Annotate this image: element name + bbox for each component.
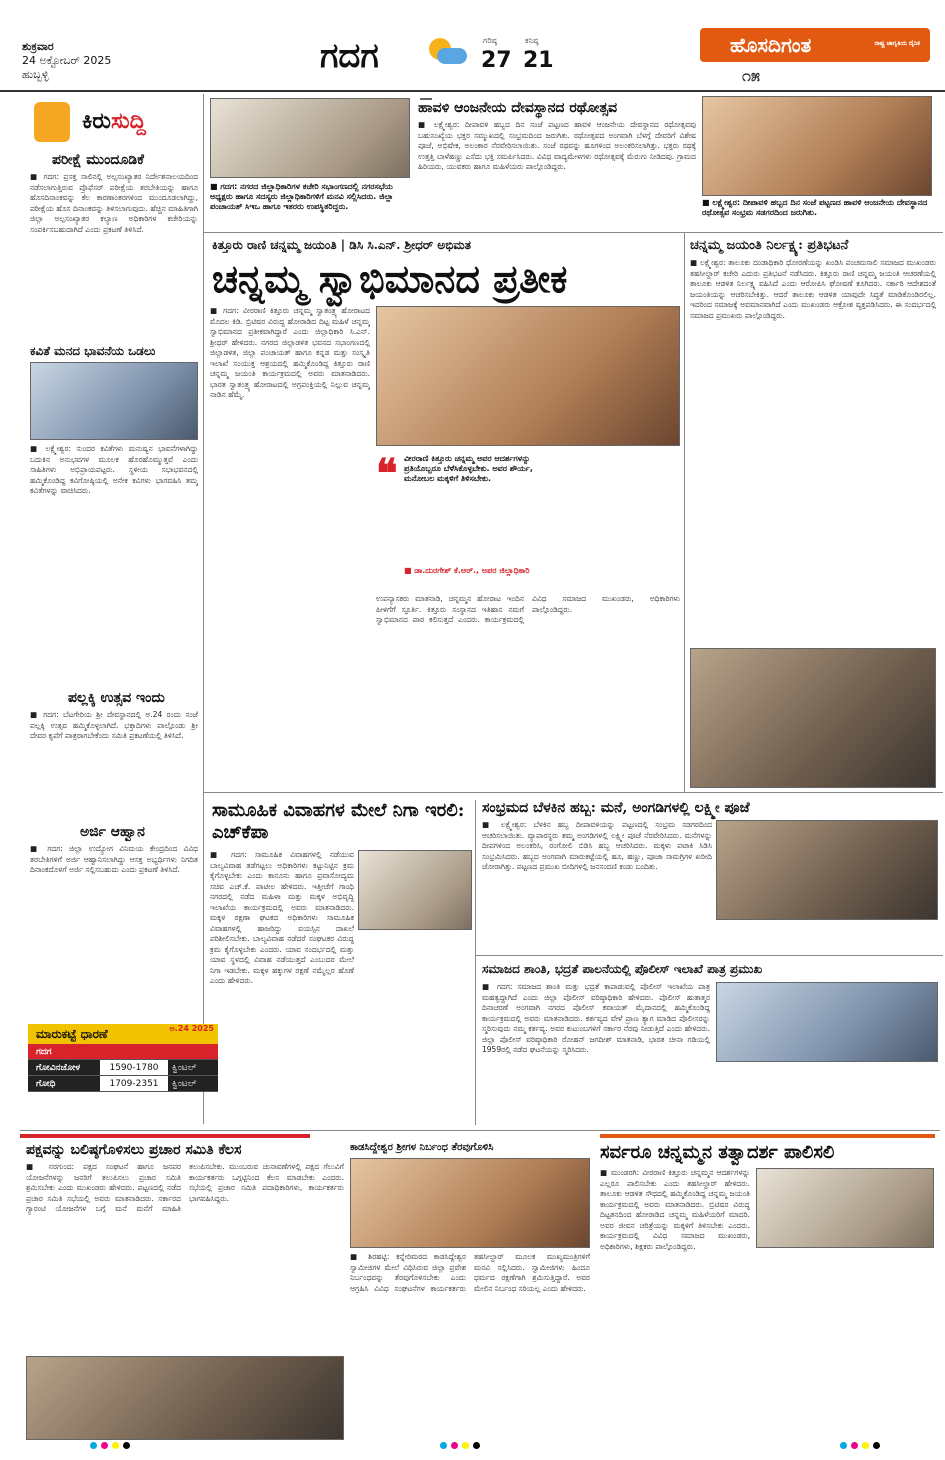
market-item: ಗೋಧಿ [36,1079,56,1089]
kirusuddi-title [82,108,146,134]
mid-right-photo [716,820,938,920]
police-photo [716,982,938,1062]
brief-3-headline: ಪಲ್ಲಕ್ಕಿ ಉತ್ಸವ ಇಂದು [68,690,165,706]
chariot-photo [702,96,932,196]
brand-name: ಹೊಸದಿಗಂತ [730,33,812,57]
right-story-text: ■ ಲಕ್ಷ್ಮೇಶ್ವರ: ತಾಲೂಕು ದಂಡಾಧಿಕಾರಿ ಧೋರಣೆಯನ್ನು ಖಂಡಿಸಿ ಪಂಚಮಸಾಲಿ ಸಮಾಜದ ಮುಖಂಡರು ತಹಸೀಲ್ದಾರ್ ಕಚೇರಿ ಎದುರು ಪ್ರತಿಭಟನೆ ನಡೆಸಿದರು. ಕಿತ್ತೂರು ರಾಣಿ ಚನ್ನಮ್ಮ ಜಯಂತಿ ಆಚರಣೆಯಲ್ಲಿ ತಾಲೂಕು ಆಡಳಿತ ನಿರ್ಲಕ್ಷ್ಯ ವಹಿಸಿದೆ ಎಂದು ಆರೋಪಿಸಿ ಘೋಷಣೆ ಕೂಗಿದರು. ಸರ್ಕಾರಿ ಆದೇಶದಂತೆ ಜಯಂತಿಯನ್ನು ಆಚರಿಸಬೇಕಿತ್ತು. ಆದರೆ ತಾಲೂಕು ಆಡಳಿತ ಯಾವುದೇ ಸಿದ್ಧತೆ ಮಾಡಿಕೊಂಡಿರಲಿಲ್ಲ. ಇದರಿಂದ ಸಮಾಜಕ್ಕೆ ಅವಮಾನವಾಗಿದೆ ಎಂದು ಮುಖಂಡರು ಆಕ್ರೋಶ ವ್ಯಕ್ತಪಡಿಸಿದರು. ಈ ಸಂದರ್ಭದಲ್ಲಿ ಸಮಾಜದ ಪ್ರಮುಖರು ಪಾಲ್ಗೊಂಡಿದ್ದರು. [690,258,936,320]
registration-marks-right [840,1442,880,1450]
divider-mid [475,800,476,1125]
market-row [28,1060,218,1076]
brief-2-headline: ಕವಿತೆ ಮನದ ಭಾವನೆಯ ಒಡಲು [30,344,156,358]
market-row [28,1076,218,1092]
kirusuddi-header [28,96,198,148]
brief-2-text: ■ ಲಕ್ಷ್ಮೇಶ್ವರ: ಸುಂದರ ಕವಿತೆಗಳು ಮನುಷ್ಯನ ಭಾವನೆಗಳಾಗಿದ್ದು ಬದುಕಿನ ಅನುಭವಗಳ ಮೂಲಕ ಹೊರಹೊಮ್ಮುತ್ತವೆ ಎಂದು ಸಾಹಿತಿಗಳು ಅಭಿಪ್ರಾಯಪಟ್ಟರು. ಸ್ಥಳೀಯ ಸಭಾಭವನದಲ್ಲಿ ಹಮ್ಮಿಕೊಂಡಿದ್ದ ಕವಿಗೋಷ್ಠಿಯಲ್ಲಿ ಅನೇಕ ಕವಿಗಳು ಭಾಗವಹಿಸಿ ತಮ್ಮ ಕವಿತೆಗಳನ್ನು ವಾಚಿಸಿದರು. [30,444,198,495]
divider-left-column [203,94,204,1124]
bottom-right-photo [756,1168,934,1248]
market-price: 1590-1780 [100,1060,168,1075]
bottom-right-bar [600,1134,935,1138]
bottom-left-bar [20,1134,310,1138]
brief-4-headline: ಅರ್ಜಿ ಆಹ್ವಾನ [80,824,145,840]
registration-marks-left [90,1442,130,1450]
market-city: ಗದಗ [36,1047,52,1057]
lead-story-kicker: ಕಿತ್ತೂರು ರಾಣಿ ಚನ್ನಮ್ಮ ಜಯಂತಿ | ಡಿಸಿ ಸಿ.ಎನ್. ಶ್ರೀಧರ್ ಅಭಿಮತ [212,238,472,252]
market-title: ಮಾರುಕಟ್ಟೆ ಧಾರಣೆ [28,1024,218,1044]
bottom-right-text: ■ ಮುಂಡರಗಿ: ವೀರರಾಣಿ ಕಿತ್ತೂರು ಚನ್ನಮ್ಮನ ಆದರ್ಶಗಳನ್ನು ಎಲ್ಲರೂ ಪಾಲಿಸಬೇಕು ಎಂದು ತಹಸೀಲ್ದಾರ್ ಹೇಳಿದರು. ತಾಲೂಕು ಆಡಳಿತ ಸೌಧದಲ್ಲಿ ಹಮ್ಮಿಕೊಂಡಿದ್ದ ಚನ್ನಮ್ಮ ಜಯಂತಿ ಕಾರ್ಯಕ್ರಮದಲ್ಲಿ ಅವರು ಮಾತನಾಡಿದರು. ಬ್ರಿಟಿಷರ ವಿರುದ್ಧ ದಿಟ್ಟತನದಿಂದ ಹೋರಾಡಿದ ಚನ್ನಮ್ಮ ಮಹಿಳೆಯರಿಗೆ ಮಾದರಿ. ಅವರ ಜೀವನ ಚರಿತ್ರೆಯನ್ನು ಮಕ್ಕಳಿಗೆ ತಿಳಿಸಬೇಕು ಎಂದರು. ಕಾರ್ಯಕ್ರಮದಲ್ಲಿ ವಿವಿಧ ಸಮಾಜದ ಮುಖಂಡರು, ಅಧಿಕಾರಿಗಳು, ಶಿಕ್ಷಕರು ಪಾಲ್ಗೊಂಡಿದ್ದರು. [600,1168,750,1251]
max-temp-label: ಗರಿಷ್ಠ [483,36,497,45]
market-item: ಗೋವಿನಜೋಳ [36,1063,81,1073]
brief-2-photo [30,362,198,440]
chariot-photo-caption: ■ ಲಕ್ಷ್ಮೇಶ್ವರ: ದೀಪಾವಳಿ ಹಬ್ಬದ ದಿನ ಸಂಜೆ ಪಟ್ಟಣದ ಹಾವಳಿ ಆಂಜನೇಯ ದೇವಸ್ಥಾನದ ರಥೋತ್ಸವ ಸಂಭ್ರಮ ಸಡಗರದಿಂದ ಜರುಗಿತು. [702,198,928,217]
mid-left-photo [358,850,472,930]
min-temp: 21 [523,48,554,73]
lead-story-text-2: ಉಪನ್ಯಾಸಕರು ಮಾತನಾಡಿ, ಚನ್ನಮ್ಮನ ಹೋರಾಟ ಇಂದಿನ ಪೀಳಿಗೆಗೆ ಸ್ಫೂರ್ತಿ. ಕಿತ್ತೂರು ಸಂಸ್ಥಾನದ ಇತಿಹಾಸ ನಮಗೆ ಸ್ವಾಭಿಮಾನದ ಪಾಠ ಕಲಿಸುತ್ತದೆ ಎಂದರು. ಕಾರ್ಯಕ್ರಮದಲ್ಲಿ ವಿವಿಧ ಸಮಾಜದ ಮುಖಂಡರು, ಅಧಿಕಾರಿಗಳು ಪಾಲ್ಗೊಂಡಿದ್ದರು. [376,594,680,624]
lead-story-spacer [548,454,680,458]
protest-photo [690,648,936,788]
masthead [0,0,945,92]
lead-story-text-1: ■ ಗದಗ: ವೀರರಾಣಿ ಕಿತ್ತೂರು ಚನ್ನಮ್ಮ ಸ್ವಾತಂತ್ರ್ಯ ಹೋರಾಟದ ಮೊದಲ ಕಿಡಿ. ಬ್ರಿಟಿಷರ ವಿರುದ್ಧ ಹೋರಾಡಿದ ದಿಟ್ಟ ಮಹಿಳೆ ಚನ್ನಮ್ಮ ಸ್ವಾಭಿಮಾನದ ಪ್ರತೀಕವಾಗಿದ್ದಾರೆ ಎಂದು ಜಿಲ್ಲಾಧಿಕಾರಿ ಸಿ.ಎನ್. ಶ್ರೀಧರ್ ಹೇಳಿದರು. ನಗರದ ಜಿಲ್ಲಾಡಳಿತ ಭವನದ ಸಭಾಂಗಣದಲ್ಲಿ ಜಿಲ್ಲಾಡಳಿತ, ಜಿಲ್ಲಾ ಪಂಚಾಯತ್ ಹಾಗೂ ಕನ್ನಡ ಮತ್ತು ಸಂಸ್ಕೃತಿ ಇಲಾಖೆ ಸಂಯುಕ್ತ ಆಶ್ರಯದಲ್ಲಿ ಹಮ್ಮಿಕೊಂಡಿದ್ದ ಕಿತ್ತೂರು ರಾಣಿ ಚನ್ನಮ್ಮ ಜಯಂತಿ ಕಾರ್ಯಕ್ರಮದಲ್ಲಿ ಅವರು ಮಾತನಾಡಿದರು. ಭಾರತ ಸ್ವಾತಂತ್ರ್ಯ ಹೋರಾಟದಲ್ಲಿ ಅಗ್ರಪಂಕ್ತಿಯಲ್ಲಿ ನಿಲ್ಲುವ ಚನ್ನಮ್ಮ ನಾಡಿನ ಹೆಮ್ಮೆ. [210,306,370,399]
market-unit: ಕ್ವಿಂಟಲ್ [172,1063,197,1073]
mid-right-headline: ಸಂಭ್ರಮದ ಬೆಳಕಿನ ಹಬ್ಬ: ಮನೆ, ಅಂಗಡಿಗಳಲ್ಲಿ ಲಕ್ಷ್ಮೀ ಪೂಜೆ [482,800,750,816]
brand-logo [700,28,930,62]
bottom-left-text: ■ ನರಗುಂದ: ಪಕ್ಷದ ಸಂಘಟನೆ ಹಾಗೂ ಜನಪರ ಯೋಜನೆಗಳನ್ನು ಜನರಿಗೆ ತಲುಪಿಸಲು ಪ್ರಚಾರ ಸಮಿತಿ ಶ್ರಮಿಸಬೇಕು ಎಂದು ಮುಖಂಡರು ಹೇಳಿದರು. ಪಟ್ಟಣದಲ್ಲಿ ನಡೆದ ಪ್ರಚಾರ ಸಮಿತಿ ಸಭೆಯಲ್ಲಿ ಅವರು ಮಾತನಾಡಿದರು. ಸರ್ಕಾರದ ಗ್ಯಾರಂಟಿ ಯೋಜನೆಗಳ ಬಗ್ಗೆ ಮನೆ ಮನೆಗೆ ಮಾಹಿತಿ ತಲುಪಿಸಬೇಕು. ಮುಂಬರುವ ಚುನಾವಣೆಗಳಲ್ಲಿ ಪಕ್ಷದ ಗೆಲುವಿಗೆ ಕಾರ್ಯಕರ್ತರು ಒಗ್ಗಟ್ಟಿನಿಂದ ಕೆಲಸ ಮಾಡಬೇಕು ಎಂದರು. ಸಭೆಯಲ್ಲಿ ಪ್ರಚಾರ ಸಮಿತಿ ಪದಾಧಿಕಾರಿಗಳು, ಕಾರ್ಯಕರ್ತರು ಭಾಗವಹಿಸಿದ್ದರು. [26,1162,344,1213]
police-headline: ಸಮಾಜದ ಶಾಂತಿ, ಭದ್ರತೆ ಪಾಲನೆಯಲ್ಲಿ ಪೊಲೀಸ್ ಇಲಾಖೆ ಪಾತ್ರ ಪ್ರಮುಖ [482,962,763,976]
divider-police [475,955,943,956]
divider-right-column [684,232,685,792]
mid-right-text: ■ ಲಕ್ಷ್ಮೇಶ್ವರ: ಬೆಳಕಿನ ಹಬ್ಬ ದೀಪಾವಳಿಯನ್ನು ಪಟ್ಟಣದಲ್ಲಿ ಸಂಭ್ರಮ ಸಡಗರದಿಂದ ಆಚರಿಸಲಾಯಿತು. ವ್ಯಾಪಾರಸ್ಥರು ತಮ್ಮ ಅಂಗಡಿಗಳಲ್ಲಿ ಲಕ್ಷ್ಮೀ ಪೂಜೆ ನೆರವೇರಿಸಿದರು. ಮನೆಗಳನ್ನು ದೀಪಗಳಿಂದ ಅಲಂಕರಿಸಿ, ರಂಗೋಲಿ ಬಿಡಿಸಿ ಹಬ್ಬ ಆಚರಿಸಿದರು. ಮಕ್ಕಳು ಪಟಾಕಿ ಸಿಡಿಸಿ ಸಂಭ್ರಮಿಸಿದರು. ಹಬ್ಬದ ಅಂಗವಾಗಿ ಮಾರುಕಟ್ಟೆಯಲ್ಲಿ ಹೂ, ಹಣ್ಣು, ಪೂಜಾ ಸಾಮಗ್ರಿಗಳ ಖರೀದಿ ಜೋರಾಗಿತ್ತು. ಪಟ್ಟಣದ ಪ್ರಮುಖ ಬೀದಿಗಳಲ್ಲಿ ಜನಸಂದಣಿ ಕಂಡು ಬಂದಿತು. [482,820,712,871]
page-number: ೧೫ [742,66,760,85]
market-price: 1709-2351 [100,1076,168,1091]
lead-story-headline: ಚನ್ನಮ್ಮ ಸ್ವಾಭಿಮಾನದ ಪ್ರತೀಕ [212,256,568,301]
masthead-city: ಹುಬ್ಬಳ್ಳಿ [22,68,49,81]
edition-title: ಗದಗ [320,36,379,76]
bottom-left-photo [26,1356,344,1440]
bottom-mid-photo [350,1158,590,1248]
brief-1-headline: ಪರೀಕ್ಷೆ ಮುಂದೂಡಿಕೆ [52,152,144,168]
top-story-photo-caption: ■ ಗದಗ: ನಗರದ ಜಿಲ್ಲಾಧಿಕಾರಿಗಳ ಕಚೇರಿ ಸಭಾಂಗಣದಲ್ಲಿ ನಗರಸಭೆಯ ಅಧ್ಯಕ್ಷರು ಹಾಗೂ ಸದಸ್ಯರು ಜಿಲ್ಲಾಧಿಕಾರಿಗಳಿಗೆ ಮನವಿ ಸಲ್ಲಿಸಿದರು. ಜಿಲ್ಲಾ ಪಂಚಾಯತ್ ಸಿಇಒ ಹಾಗೂ ಇತರರು ಉಪಸ್ಥಿತರಿದ್ದರು. [210,182,394,211]
quote-icon: ❝ [376,450,398,497]
min-temp-label: ಕನಿಷ್ಠ [525,36,539,45]
max-temp: 27 [481,48,512,73]
market-date: ಅ.24 2025 [169,1024,214,1033]
top-story-photo [210,98,410,178]
divider-row-1 [203,232,943,233]
right-story-headline: ಚನ್ನಮ್ಮ ಜಯಂತಿ ನಿರ್ಲಕ್ಷ್ಯ: ಪ್ರತಿಭಟನೆ [690,238,849,253]
lead-story-quote-by: ■ ಡಾ.ದುರಗೇಶ್ ಕೆ.ಆರ್., ಅಪರ ಜಿಲ್ಲಾಧಿಕಾರಿ [404,566,530,575]
mid-left-text: ■ ಗದಗ: ಸಾಮೂಹಿಕ ವಿವಾಹಗಳಲ್ಲಿ ನಡೆಯುವ ಬಾಲ್ಯವಿವಾಹ ತಡೆಗಟ್ಟಲು ಅಧಿಕಾರಿಗಳು ಕಟ್ಟುನಿಟ್ಟಿನ ಕ್ರಮ ಕೈಗೊಳ್ಳಬೇಕು ಎಂದು ಕಾನೂನು ಹಾಗೂ ಪ್ರವಾಸೋದ್ಯಮ ಸಚಿವ ಎಚ್.ಕೆ. ಪಾಟೀಲ ಹೇಳಿದರು. ಇತ್ತೀಚೆಗೆ ಗಾಂಧಿ ನಗರದಲ್ಲಿ ನಡೆದ ಮಹಿಳಾ ಮತ್ತು ಮಕ್ಕಳ ಅಭಿವೃದ್ಧಿ ಇಲಾಖೆಯ ಕಾರ್ಯಕ್ರಮದಲ್ಲಿ ಅವರು ಮಾತನಾಡಿದರು. ಮಕ್ಕಳ ರಕ್ಷಣಾ ಘಟಕದ ಅಧಿಕಾರಿಗಳು ಸಾಮೂಹಿಕ ವಿವಾಹಗಳಲ್ಲಿ ಹಾಜರಿದ್ದು ವಯಸ್ಸಿನ ದಾಖಲೆ ಪರಿಶೀಲಿಸಬೇಕು. ಬಾಲ್ಯವಿವಾಹ ನಡೆದರೆ ಸಂಘಟಕರ ವಿರುದ್ಧ ಕ್ರಮ ಕೈಗೊಳ್ಳಬೇಕು ಎಂದರು. ಯಾವ ಸಂದರ್ಭದಲ್ಲಿ ಮತ್ತು ಯಾವ ಸ್ಥಳದಲ್ಲಿ ವಿವಾಹ ನಡೆಯುತ್ತದೆ ಎಂಬುದರ ಮೇಲೆ ನಿಗಾ ಇಡಬೇಕು. ಮಕ್ಕಳ ಹಕ್ಕುಗಳ ರಕ್ಷಣೆ ನಮ್ಮೆಲ್ಲರ ಹೊಣೆ ಎಂದು ಹೇಳಿದರು. [210,850,354,985]
registration-marks-center [440,1442,480,1450]
market-city-row [28,1044,218,1060]
market-unit: ಕ್ವಿಂಟಲ್ [172,1079,197,1089]
bottom-mid-headline: ಕಾಡಸಿದ್ದೇಶ್ವರ ಶ್ರೀಗಳ ನಿರ್ಬಂಧ ತೆರವುಗೊಳಿಸಿ [350,1142,494,1153]
top-story-text: ■ ಲಕ್ಷ್ಮೇಶ್ವರ: ದೀಪಾವಳಿ ಹಬ್ಬದ ದಿನ ಸಂಜೆ ಪಟ್ಟಣದ ಹಾವಳಿ ಆಂಜನೇಯ ದೇವಸ್ಥಾನದ ರಥೋತ್ಸವವು ಬಹುಸಂಖ್ಯೆಯ ಭಕ್ತರ ಸಮ್ಮುಖದಲ್ಲಿ ಸಂಭ್ರಮದಿಂದ ಜರುಗಿತು. ರಥೋತ್ಸವದ ಅಂಗವಾಗಿ ಬೆಳಗ್ಗೆ ದೇವರಿಗೆ ವಿಶೇಷ ಪೂಜೆ, ಅಭಿಷೇಕ, ಅಲಂಕಾರ ನೆರವೇರಿಸಲಾಯಿತು. ಸಂಜೆ ರಥವನ್ನು ಹೂಗಳಿಂದ ಅಲಂಕರಿಸಲಾಗಿತ್ತು. ಭಕ್ತರು ರಥಕ್ಕೆ ಉತ್ತತ್ತಿ ಬಾಳೆಹಣ್ಣು ಎಸೆದು ಭಕ್ತಿ ಸಮರ್ಪಿಸಿದರು. ವಿವಿಧ ವಾದ್ಯಮೇಳಗಳು ರಥೋತ್ಸವಕ್ಕೆ ಮೆರುಗು ನೀಡಿದವು. ಗ್ರಾಮದ ಹಿರಿಯರು, ಯುವಕರು ಹಾಗೂ ಮಹಿಳೆಯರು ಪಾಲ್ಗೊಂಡಿದ್ದರು. [418,120,696,171]
cloud-icon [437,48,467,64]
bottom-right-headline: ಸರ್ವರೂ ಚನ್ನಮ್ಮನ ತತ್ವಾದರ್ಶ ಪಾಲಿಸಲಿ [600,1142,835,1163]
mid-left-headline: ಸಾಮೂಹಿಕ ವಿವಾಹಗಳ ಮೇಲೆ ನಿಗಾ ಇರಲಿ: ಎಚ್‌ಕೆಪಾ [212,800,465,843]
divider-row-2 [203,792,943,793]
brief-4-text: ■ ಗದಗ: ಜಿಲ್ಲಾ ಉದ್ಯೋಗ ವಿನಿಮಯ ಕೇಂದ್ರದಿಂದ ವಿವಿಧ ತರಬೇತಿಗಳಿಗೆ ಅರ್ಜಿ ಆಹ್ವಾನಿಸಲಾಗಿದ್ದು ಆಸಕ್ತ ಅಭ್ಯರ್ಥಿಗಳು ನಿಗದಿತ ದಿನಾಂಕದೊಳಗೆ ಅರ್ಜಿ ಸಲ್ಲಿಸಬಹುದು ಎಂದು ಪ್ರಕಟಣೆ ತಿಳಿಸಿದೆ. [30,844,198,874]
bottom-left-headline: ಪಕ್ಷವನ್ನು ಬಲಿಷ್ಠಗೊಳಿಸಲು ಪ್ರಚಾರ ಸಮಿತಿ ಕೆಲಸ [26,1142,242,1158]
kirusuddi-title-a: ಕಿರು [82,108,111,134]
brand-tagline: ರಾಷ್ಟ್ರ ಜಾಗೃತಿಯ ದೈನಿಕ [874,40,920,47]
kirusuddi-title-b: ಸುದ್ದಿ [110,108,146,134]
weather-widget [425,36,575,76]
brief-1-text: ■ ಗದಗ: ಪ್ರಸಕ್ತ ಸಾಲಿನಲ್ಲಿ ಅಲ್ಪಸಂಖ್ಯಾತರ ನಿರ್ದೇಶನಾಲಯದಿಂದ ನಡೆಸಲಾಗುತ್ತಿರುವ ಪ್ರೊಫೆಸರ್ ಪರೀಕ್ಷೆಯ ತರಬೇತಿಯನ್ನು ಹಾಗೂ ಹೊಸದಿನಾಂಕವನ್ನು ಕೆಲ ಕಾರಣಾಂತರಗಳಿಂದ ಮುಂದೂಡಲಾಗಿದ್ದು, ಪರೀಕ್ಷೆಯ ಹೊಸ ದಿನಾಂಕವನ್ನು ತಿಳಿಸಲಾಗುವುದು. ಹೆಚ್ಚಿನ ಮಾಹಿತಿಗಾಗಿ ಜಿಲ್ಲಾ ಅಲ್ಪಸಂಖ್ಯಾತರ ಕಲ್ಯಾಣ ಅಧಿಕಾರಿಗಳ ಕಚೇರಿಯನ್ನು ಸಂಪರ್ಕಿಸಬಹುದಾಗಿದೆ ಎಂದು ಪ್ರಕಟಣೆ ತಿಳಿಸಿದೆ. [30,172,198,234]
masthead-day: ಶುಕ್ರವಾರ [22,40,54,53]
masthead-date: 24 ಅಕ್ಟೋಬರ್ 2025 [22,54,112,67]
brief-3-text: ■ ಗದಗ: ಬೆಟಗೇರಿಯ ಶ್ರೀ ದೇವಸ್ಥಾನದಲ್ಲಿ ಅ.24 ರಂದು ಸಂಜೆ ಪಲ್ಲಕ್ಕಿ ಉತ್ಸವ ಹಮ್ಮಿಕೊಳ್ಳಲಾಗಿದೆ. ಭಕ್ತಾದಿಗಳು ಪಾಲ್ಗೊಂಡು ಶ್ರೀ ದೇವರ ಕೃಪೆಗೆ ಪಾತ್ರರಾಗಬೇಕೆಂದು ಸಮಿತಿ ಪ್ರಕಟಣೆಯಲ್ಲಿ ತಿಳಿಸಿದೆ. [30,710,198,740]
hand-icon [34,102,70,142]
masthead-dateline [22,40,111,82]
bottom-mid-text: ■ ಶಿರಹಟ್ಟಿ: ಕನ್ನೇರಿಮಠದ ಕಾಡಸಿದ್ದೇಶ್ವರ ಸ್ವಾಮೀಜಿಗಳ ಮೇಲೆ ವಿಧಿಸಿರುವ ಜಿಲ್ಲಾ ಪ್ರವೇಶ ನಿರ್ಬಂಧವನ್ನು ತೆರವುಗೊಳಿಸಬೇಕು ಎಂದು ಆಗ್ರಹಿಸಿ ವಿವಿಧ ಸಂಘಟನೆಗಳ ಕಾರ್ಯಕರ್ತರು ತಹಸೀಲ್ದಾರ್ ಮೂಲಕ ಮುಖ್ಯಮಂತ್ರಿಗಳಿಗೆ ಮನವಿ ಸಲ್ಲಿಸಿದರು. ಸ್ವಾಮೀಜಿಗಳು ಹಿಂದೂ ಧರ್ಮದ ರಕ್ಷಣೆಗಾಗಿ ಶ್ರಮಿಸುತ್ತಿದ್ದಾರೆ. ಅವರ ಮೇಲಿನ ನಿರ್ಬಂಧ ಸರಿಯಲ್ಲ ಎಂದು ಹೇಳಿದರು. [350,1252,590,1293]
top-story-headline: ಹಾವಳಿ ಆಂಜನೇಯ ದೇವಸ್ಥಾನದ ರಥೋತ್ಸವ [418,100,618,116]
lead-story-quote: ವೀರರಾಣಿ ಕಿತ್ತೂರು ಚನ್ನಮ್ಮ ಅವರ ಆದರ್ಶಗಳನ್ನು ಪ್ರತಿಯೊಬ್ಬರೂ ಬೆಳೆಸಿಕೊಳ್ಳಬೇಕು. ಅವರ ಶೌರ್ಯ, ಮನೋಬಲ ಮಕ್ಕಳಿಗೆ ತಿಳಿಸಬೇಕು. [404,454,533,483]
police-text: ■ ಗದಗ: ಸಮಾಜದ ಶಾಂತಿ ಮತ್ತು ಭದ್ರತೆ ಕಾಪಾಡುವಲ್ಲಿ ಪೊಲೀಸ್ ಇಲಾಖೆಯ ಪಾತ್ರ ಮಹತ್ವದ್ದಾಗಿದೆ ಎಂದು ಜಿಲ್ಲಾ ಪೊಲೀಸ್ ವರಿಷ್ಠಾಧಿಕಾರಿ ಹೇಳಿದರು. ಪೊಲೀಸ್ ಹುತಾತ್ಮರ ದಿನಾಚರಣೆ ಅಂಗವಾಗಿ ನಗರದ ಪೊಲೀಸ್ ಕವಾಯತ್ ಮೈದಾನದಲ್ಲಿ ಹಮ್ಮಿಕೊಂಡಿದ್ದ ಕಾರ್ಯಕ್ರಮದಲ್ಲಿ ಅವರು ಮಾತನಾಡಿದರು. ಕರ್ತವ್ಯದ ವೇಳೆ ಪ್ರಾಣ ತ್ಯಾಗ ಮಾಡಿದ ಪೊಲೀಸರನ್ನು ಸ್ಮರಿಸುವುದು ನಮ್ಮ ಕರ್ತವ್ಯ. ಅವರ ಕುಟುಂಬಗಳಿಗೆ ಸರ್ಕಾರ ನೆರವು ನೀಡುತ್ತಿದೆ ಎಂದು ಹೇಳಿದರು. ಜಿಲ್ಲಾ ಪೊಲೀಸ್ ವರಿಷ್ಠಾಧಿಕಾರಿ ರೋಹನ್ ಜಗದೀಶ್ ಮಾತನಾಡಿ, ಭಾರತ ಚೀನಾ ಗಡಿಯಲ್ಲಿ 1959ರಲ್ಲಿ ನಡೆದ ಘಟನೆಯನ್ನು ಸ್ಮರಿಸಿದರು. [482,982,710,1054]
lead-story-photo [376,306,680,446]
